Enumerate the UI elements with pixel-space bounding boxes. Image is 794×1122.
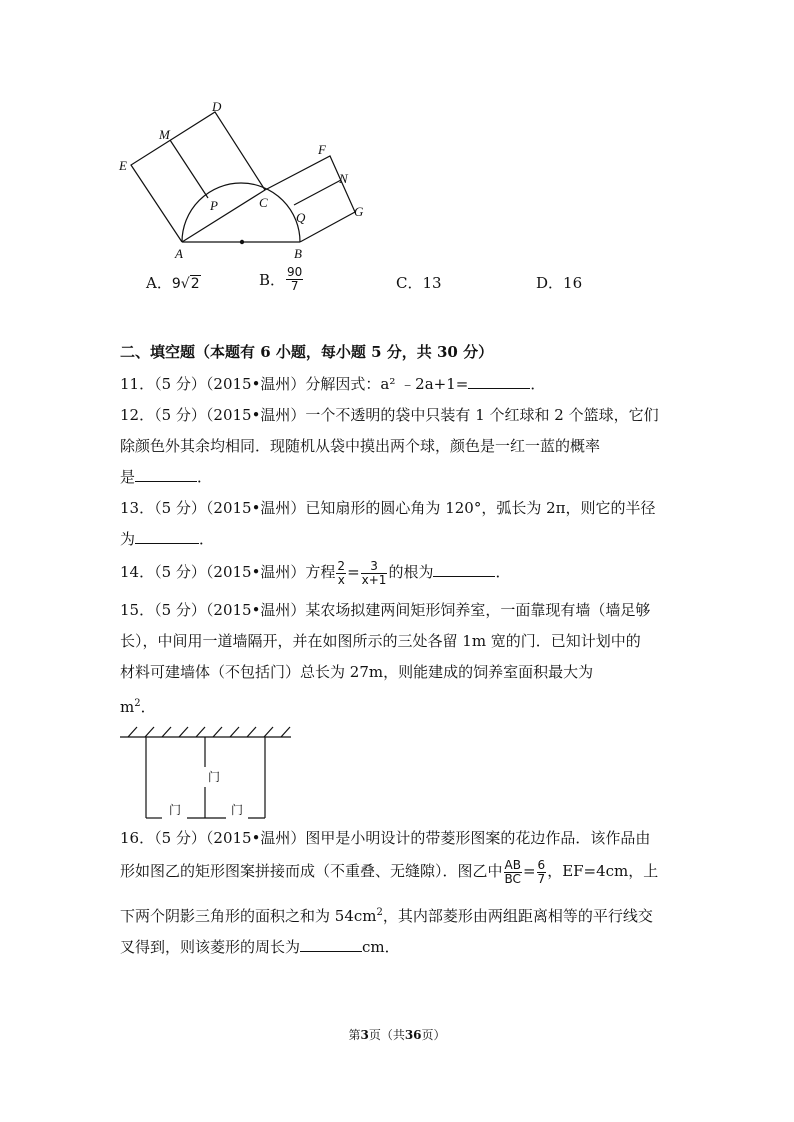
door-label-left: 门	[169, 803, 182, 817]
question-12-line2: 除颜色外其余均相同．现随机从袋中摸出两个球，颜色是一红一蓝的概率	[120, 437, 601, 455]
q14-answer-blank[interactable]	[433, 562, 495, 577]
option-d	[536, 272, 582, 293]
farm-rooms-figure	[118, 724, 294, 822]
label-e: E	[119, 158, 127, 173]
q13-answer-blank[interactable]	[135, 529, 199, 544]
q15-unit-sup: 2	[134, 698, 141, 709]
footer-total-pages: 36	[404, 1028, 422, 1042]
q12-line3-text: 是	[120, 468, 136, 486]
door-label-middle: 门	[208, 770, 221, 784]
label-g: G	[354, 204, 364, 219]
q14-fraction-left	[336, 560, 346, 587]
center-point	[240, 240, 244, 244]
wall-hatching	[128, 727, 290, 737]
q16-answer-blank[interactable]	[300, 937, 362, 952]
q16-line4-unit: cm．	[362, 938, 400, 956]
footer-middle: 页（共	[368, 1028, 405, 1042]
option-c	[396, 272, 442, 293]
q16-line4-text: 叉得到，则该菱形的周长为	[120, 938, 301, 956]
q16-ratio-fraction	[504, 859, 522, 886]
q16-value-fraction	[537, 859, 547, 886]
q12-answer-blank[interactable]	[135, 467, 197, 482]
door-label-right: 门	[231, 803, 244, 817]
footer-prefix: 第	[348, 1028, 361, 1042]
option-a: A．9√2	[146, 274, 200, 292]
q14-f1-den: x	[337, 572, 345, 587]
question-13-line2	[120, 529, 214, 549]
semicircle-arc	[182, 183, 300, 242]
footer-page-number: 3	[360, 1028, 369, 1042]
option-d-letter: D．	[536, 274, 564, 292]
section-heading: 二、填空题（本题有 6 小题，每小题 5 分，共 30 分）	[120, 343, 494, 361]
q14-suffix: 的根为	[388, 563, 434, 581]
label-p: P	[210, 198, 218, 213]
option-b-num: 90	[287, 265, 303, 279]
question-15-line2: 长），中间用一道墙隔开，并在如图所示的三处各留 1m 宽的门．已知计划中的	[120, 632, 641, 650]
option-a-letter: A．	[146, 274, 172, 292]
q14-f2-den: x+1	[361, 572, 387, 587]
footer-suffix: 页）	[421, 1028, 446, 1042]
q14-f1-num: 2	[337, 558, 346, 573]
q16-val-den: 7	[537, 871, 546, 886]
q14-prefix: 14．（5 分）（2015•温州）方程	[120, 563, 336, 581]
question-15-line1: 15．（5 分）（2015•温州）某农场拟建两间矩形饲养室，一面靠现有墙（墙足够	[120, 601, 651, 619]
q16-line2-prefix: 形如图乙的矩形图案拼接而成（不重叠、无缝隙）．图乙中	[120, 862, 503, 880]
question-16-line4	[120, 937, 400, 957]
square-acde	[131, 112, 265, 242]
square-bcfg	[265, 156, 355, 242]
q16-line3-prefix: 下两个阴影三角形的面积之和为 54cm	[120, 907, 377, 925]
label-f: F	[318, 142, 326, 157]
question-12-line1: 12．（5 分）（2015•温州）一个不透明的袋中只装有 1 个红球和 2 个篮球，它们	[120, 406, 659, 424]
label-b: B	[294, 246, 302, 261]
q15-end: ．	[140, 698, 156, 716]
q11-end: ．	[530, 375, 546, 393]
option-c-letter: C．	[396, 274, 423, 292]
question-14	[120, 558, 510, 587]
segment-nq	[294, 180, 341, 205]
option-c-value: 13	[422, 274, 442, 292]
label-c: C	[259, 195, 268, 210]
q13-end: ．	[199, 530, 215, 548]
question-13-line1: 13．（5 分）（2015•温州）已知扇形的圆心角为 120°，弧长为 2π，则它的半径	[120, 499, 656, 517]
question-15-line4	[120, 694, 156, 717]
q14-end: ．	[495, 563, 511, 581]
page-footer	[0, 1026, 794, 1043]
geometry-figure	[110, 95, 380, 265]
option-a-coef: 9	[171, 276, 181, 292]
q15-unit: m	[120, 698, 135, 716]
question-16-line1: 16．（5 分）（2015•温州）图甲是小明设计的带菱形图案的花边作品．该作品由	[120, 829, 651, 847]
label-q: Q	[296, 210, 306, 225]
q14-eq: =	[347, 563, 360, 581]
option-d-value: 16	[563, 274, 583, 292]
label-m: M	[159, 127, 170, 142]
q14-f2-num: 3	[361, 560, 388, 574]
option-b-den: 7	[290, 279, 299, 293]
option-a-radicand: 2	[190, 276, 200, 292]
question-16-line3	[120, 903, 653, 926]
q16-frac-den: BC	[504, 871, 521, 886]
q12-end: ．	[197, 468, 213, 486]
q16-val-num: 6	[537, 857, 546, 872]
q14-fraction-right	[361, 560, 388, 587]
q16-eq: =	[522, 862, 536, 880]
chord-ac	[182, 190, 265, 242]
q16-line2-suffix: ，EF=4cm，上	[547, 862, 659, 880]
option-b-letter: B．	[259, 271, 286, 289]
option-b-fraction	[286, 266, 303, 293]
q16-line3-sup: 2	[376, 907, 383, 918]
q11-answer-blank[interactable]	[468, 374, 530, 389]
question-12-line3	[120, 467, 212, 487]
label-a: A	[175, 246, 183, 261]
segment-mp	[170, 140, 208, 198]
q11-text: 11．（5 分）（2015•温州）分解因式：a² ﹣2a+1=	[120, 375, 469, 393]
question-16-line2	[120, 857, 658, 886]
option-b	[259, 266, 304, 293]
question-11	[120, 374, 545, 394]
q16-frac-num: AB	[504, 857, 521, 872]
q16-line3-suffix: ，其内部菱形由两组距离相等的平行线交	[382, 907, 653, 925]
label-d: D	[212, 99, 222, 114]
question-15-line3: 材料可建墙体（不包括门）总长为 27m，则能建成的饲养室面积最大为	[120, 663, 594, 681]
q13-line2-text: 为	[120, 530, 136, 548]
label-n: N	[339, 171, 348, 186]
